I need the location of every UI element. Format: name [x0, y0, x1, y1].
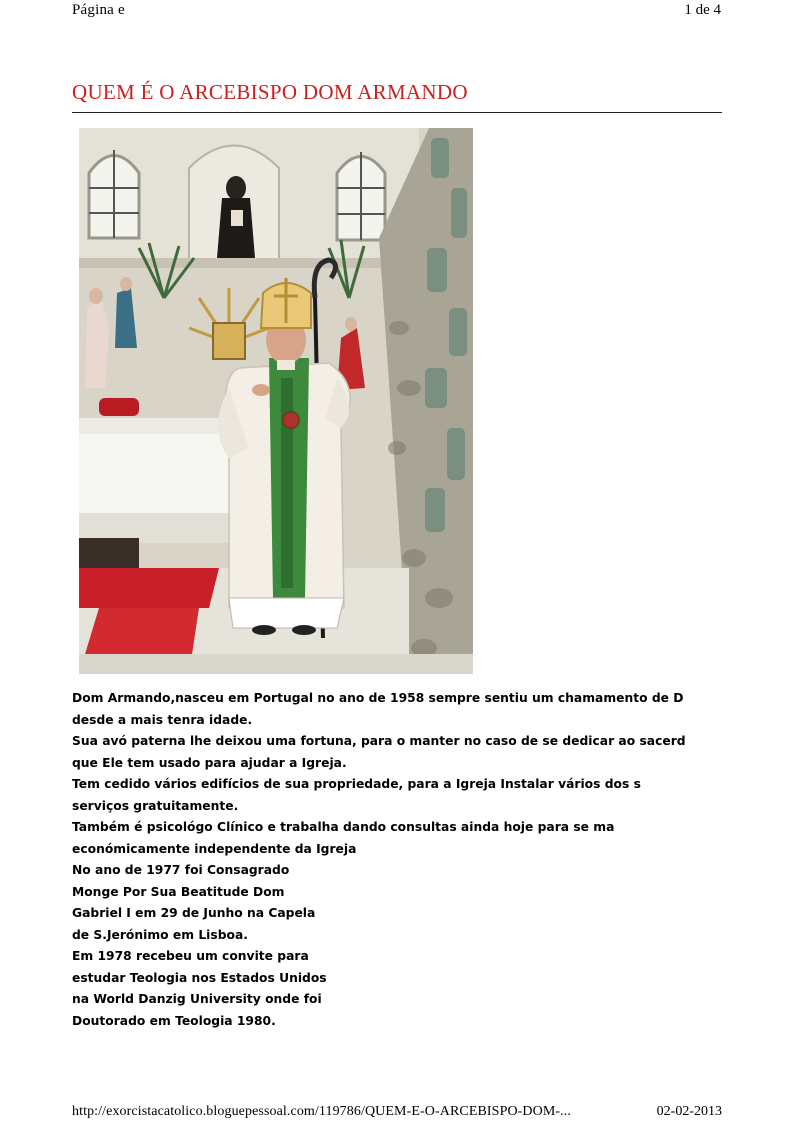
- left-window: [89, 150, 139, 238]
- archbishop-photo: [79, 128, 473, 674]
- text-line: desde a mais tenra idade.: [72, 712, 253, 727]
- text-line: Monge Por Sua Beatitude Dom: [72, 884, 285, 899]
- text-line: No ano de 1977 foi Consagrado: [72, 863, 290, 877]
- text-line: Tem cedido vários edifícios de sua propriedade, para a Igreja Instalar vários dos s: [72, 777, 641, 791]
- text-line: que Ele tem usado para ajudar a Igreja.: [72, 755, 347, 770]
- text-line: de S.Jerónimo em Lisboa.: [72, 927, 248, 942]
- right-window: [337, 152, 385, 240]
- text-line: económicamente independente da Igreja: [72, 841, 357, 856]
- text-line: Sua avó paterna lhe deixou uma fortuna, para o manter no caso de se dedicar ao sacerd: [72, 734, 686, 748]
- footer-url: http://exorcistacatolico.bloguepessoal.com/119786/QUEM-E-O-ARCEBISPO-DOM-...: [72, 1104, 571, 1119]
- page-header-left: Página e: [72, 2, 125, 18]
- page-title: QUEM É O ARCEBISPO DOM ARMANDO: [72, 80, 468, 104]
- biography-text: [72, 688, 724, 1032]
- title-divider: [72, 112, 722, 113]
- page-number: 1 de 4: [684, 2, 721, 18]
- text-line: Dom Armando,nasceu em Portugal no ano de 1958 sempre sentiu um chamamento de D: [72, 691, 684, 705]
- text-line: Em 1978 recebeu um convite para: [72, 949, 309, 963]
- footer-date: 02-02-2013: [656, 1104, 722, 1119]
- text-line: serviços gratuitamente.: [72, 798, 239, 813]
- text-line: Gabriel I em 29 de Junho na Capela: [72, 906, 316, 920]
- text-line: Também é psicológo Clínico e trabalha dando consultas ainda hoje para se ma: [72, 820, 615, 834]
- text-line: estudar Teologia nos Estados Unidos: [72, 970, 327, 985]
- text-line: Doutorado em Teologia 1980.: [72, 1013, 276, 1028]
- text-line: na World Danzig University onde foi: [72, 992, 322, 1006]
